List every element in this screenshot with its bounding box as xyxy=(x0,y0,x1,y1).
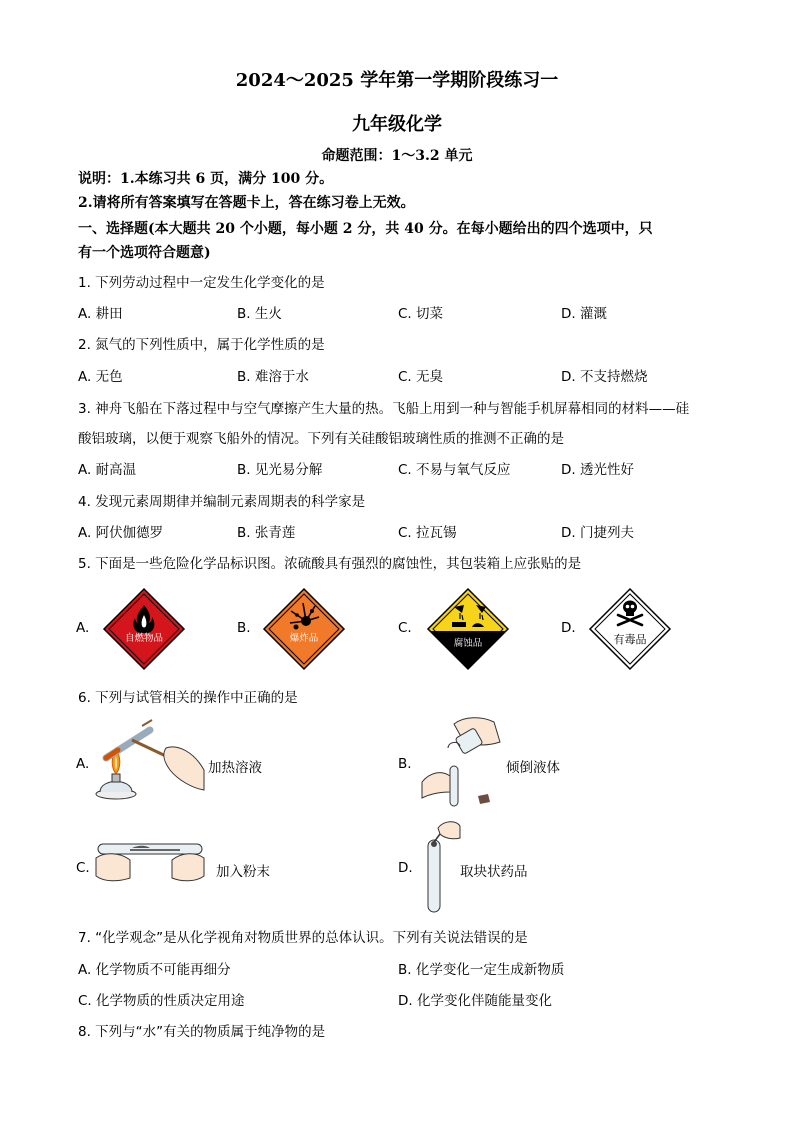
question-5-option-b[interactable]: B. xyxy=(237,620,251,636)
question-1-stem: 1. 下列劳动过程中一定发生化学变化的是 xyxy=(78,275,325,291)
question-6-caption-b: 倾倒液体 xyxy=(506,760,560,776)
question-3-stem: 3. 神舟飞船在下落过程中与空气摩擦产生大量的热。飞船上用到一种与智能手机屏幕相同的材料——硅 xyxy=(78,401,690,417)
question-3-option-a[interactable]: A. 耐高温 xyxy=(78,462,137,478)
hazard-sign-c-label: 腐蚀品 xyxy=(453,638,483,649)
question-3-stem-continued: 酸铝玻璃，以便于观察飞船外的情况。下列有关硅酸铝玻璃性质的推测不正确的是 xyxy=(78,431,564,447)
hazard-sign-a[interactable] xyxy=(102,587,186,671)
question-4-option-b[interactable]: B. 张青莲 xyxy=(237,525,296,541)
hazard-sign-b-label: 爆炸品 xyxy=(289,633,319,644)
question-3-option-d[interactable]: D. 透光性好 xyxy=(561,462,634,478)
question-8-stem: 8. 下列与“水”有关的物质属于纯净物的是 xyxy=(78,1024,326,1040)
question-6-option-b[interactable]: B. xyxy=(398,756,412,772)
question-7-option-a[interactable]: A. 化学物质不可能再细分 xyxy=(78,962,231,978)
question-5-option-c[interactable]: C. xyxy=(398,620,412,636)
question-6-stem: 6. 下列与试管相关的操作中正确的是 xyxy=(78,690,298,706)
question-2-stem: 2. 氮气的下列性质中，属于化学性质的是 xyxy=(78,337,325,353)
question-1-option-a[interactable]: A. 耕田 xyxy=(78,306,123,322)
question-3-option-c[interactable]: C. 不易与氧气反应 xyxy=(398,462,511,478)
question-7-option-c[interactable]: C. 化学物质的性质决定用途 xyxy=(78,993,245,1009)
question-5-option-a[interactable]: A. xyxy=(76,620,90,636)
taking-solid-illustration xyxy=(416,818,462,914)
question-6-caption-d: 取块状药品 xyxy=(460,864,528,880)
page-title: 2024～2025 学年第一学期阶段练习一 xyxy=(235,70,559,91)
question-2-option-d[interactable]: D. 不支持燃烧 xyxy=(561,369,648,385)
question-1-option-b[interactable]: B. 生火 xyxy=(237,306,282,322)
page-subtitle: 九年级化学 xyxy=(352,114,442,135)
hazard-sign-c[interactable] xyxy=(426,587,510,671)
question-5-option-d[interactable]: D. xyxy=(561,620,576,636)
question-4-stem: 4. 发现元素周期律并编制元素周期表的科学家是 xyxy=(78,494,366,510)
question-6-option-a[interactable]: A. xyxy=(76,756,90,772)
question-1-option-d[interactable]: D. 灌溉 xyxy=(561,306,607,322)
question-6-option-c[interactable]: C. xyxy=(76,860,90,876)
question-2-option-c[interactable]: C. 无臭 xyxy=(398,369,444,385)
pouring-liquid-illustration xyxy=(418,712,504,812)
question-4-option-a[interactable]: A. 阿伏伽德罗 xyxy=(78,525,164,541)
question-7-option-b[interactable]: B. 化学变化一定生成新物质 xyxy=(398,962,565,978)
note-line-1: 说明：1.本练习共 6 页，满分 100 分。 xyxy=(78,171,334,187)
question-3-option-b[interactable]: B. 见光易分解 xyxy=(237,462,323,478)
hazard-sign-d-label: 有毒品 xyxy=(613,633,647,646)
question-1-option-c[interactable]: C. 切菜 xyxy=(398,306,444,322)
question-6-option-d[interactable]: D. xyxy=(398,860,413,876)
section-heading-line-1: 一、选择题(本大题共 20 个小题，每小题 2 分，共 40 分。在每小题给出的四个选项中，只 xyxy=(78,221,653,237)
hazard-sign-d[interactable] xyxy=(588,587,672,671)
question-2-option-b[interactable]: B. 难溶于水 xyxy=(237,369,309,385)
question-7-stem: 7. “化学观念”是从化学视角对物质世界的总体认识。下列有关说法错误的是 xyxy=(78,930,528,946)
hazard-sign-b[interactable] xyxy=(262,587,346,671)
question-2-option-a[interactable]: A. 无色 xyxy=(78,369,123,385)
question-5-stem: 5. 下面是一些危险化学品标识图。浓硫酸具有强烈的腐蚀性，其包装箱上应张贴的是 xyxy=(78,556,582,572)
note-line-2: 2.请将所有答案填写在答题卡上，答在练习卷上无效。 xyxy=(78,195,415,211)
section-heading-line-2: 有一个选项符合题意) xyxy=(78,245,211,261)
question-4-option-d[interactable]: D. 门捷列夫 xyxy=(561,525,634,541)
exam-scope: 命题范围：1～3.2 单元 xyxy=(321,148,473,164)
heating-solution-illustration xyxy=(92,718,208,808)
question-6-caption-c: 加入粉末 xyxy=(216,864,270,880)
question-4-option-c[interactable]: C. 拉瓦锡 xyxy=(398,525,457,541)
question-7-option-d[interactable]: D. 化学变化伴随能量变化 xyxy=(398,993,552,1009)
question-6-caption-a: 加热溶液 xyxy=(208,760,262,776)
hazard-sign-a-label: 自燃物品 xyxy=(124,633,164,644)
adding-powder-illustration xyxy=(90,838,210,894)
